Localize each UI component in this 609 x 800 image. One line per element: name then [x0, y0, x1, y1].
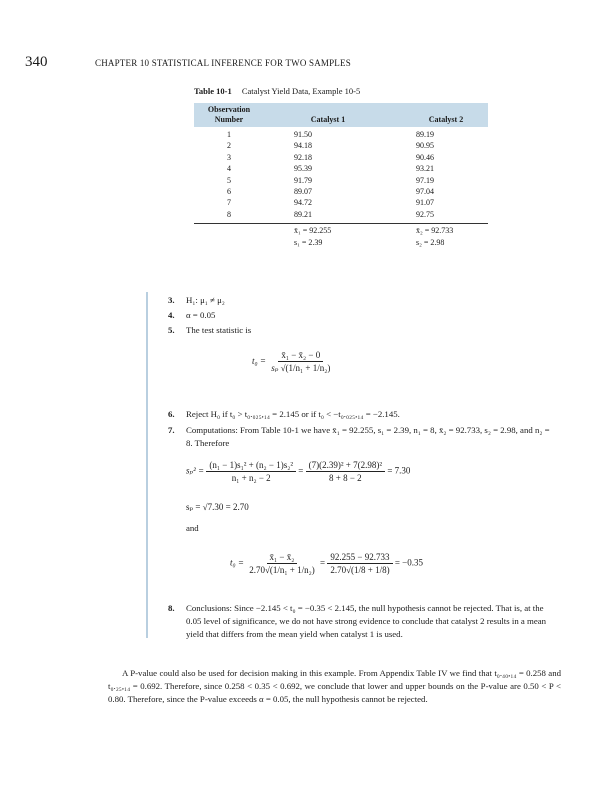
step-4: [168, 309, 556, 322]
eq-denominator: [268, 362, 333, 374]
col-header-number: Number: [214, 115, 244, 124]
eq-fraction-values: [327, 552, 392, 575]
step-number: 8.: [168, 603, 175, 613]
eq-denominator: 8 + 8 − 2: [329, 473, 362, 483]
eq-numerator: x̄₁ − x̄₂: [267, 552, 298, 564]
cell: 91.79: [294, 175, 312, 185]
pvalue-paragraph: A P-value could also be used for decision making in this example. From Appendix Table IV we find that t₀.₄₀,₁₄ = 0.258 and t₀.₂₅,₁₄ = 0.692. Therefore, since 0.258 < 0.35 < 0.692, we conclude that lower and upper bounds on the P-value are 0.50 < P < 0.80. Therefore, since the P-value exceeds α = 0.05, the null hypothesis cannot be rejected.: [108, 668, 561, 705]
catalyst-yield-table: [194, 103, 488, 252]
step-8: [168, 602, 556, 641]
step-7: [168, 424, 556, 450]
running-header: [25, 54, 589, 71]
table-row: [194, 130, 488, 141]
col-header-catalyst-2: Catalyst 2: [428, 115, 464, 124]
step-number: 5.: [168, 325, 175, 335]
eq-denominator: n₁ + n₂ − 2: [231, 473, 271, 483]
eq-numerator: 92.255 − 92.733: [327, 552, 392, 564]
cell: 93.21: [416, 164, 434, 174]
cell: 89.07: [294, 186, 312, 196]
cell: 92.75: [416, 209, 434, 219]
cell: 91.07: [416, 198, 434, 208]
cell: 91.50: [294, 130, 312, 139]
step-number: 6.: [168, 409, 175, 419]
eq-lhs: t₀ =: [252, 356, 266, 367]
table-rule: [194, 223, 488, 224]
step-text: H₁: μ₁ ≠ μ₂: [186, 295, 225, 305]
eq-lhs: t₀ =: [230, 557, 244, 568]
equation-t0-general: [252, 350, 333, 374]
eq-fraction-values: [306, 460, 385, 483]
sd-2: s₂ = 2.98: [416, 238, 445, 248]
eq-denominator: 2.70√(1/8 + 1/8): [330, 565, 390, 575]
cell: 90.46: [416, 152, 434, 162]
connector: and: [186, 523, 199, 533]
cell: 6: [227, 186, 231, 196]
table-body: [194, 130, 488, 221]
eq-fraction: [268, 350, 333, 374]
table-row: [194, 176, 488, 187]
eq-root: √(1/n₁ + 1/n₂): [280, 363, 331, 373]
eq-result: = 7.30: [387, 465, 411, 476]
cell: 2: [227, 141, 231, 151]
step-5: [168, 324, 556, 337]
table-caption: [194, 86, 360, 96]
step-number: 3.: [168, 295, 175, 305]
cell: 97.19: [416, 175, 434, 185]
cell: 95.39: [294, 164, 312, 174]
equation-sp: sₚ = √7.30 = 2.70: [186, 502, 249, 512]
table-row: [194, 141, 488, 152]
cell: 92.18: [294, 152, 312, 162]
sd-1: s₁ = 2.39: [294, 238, 323, 248]
cell: 3: [227, 152, 231, 162]
table-row: [194, 164, 488, 175]
table-row: [194, 153, 488, 164]
and-text: [186, 522, 246, 535]
cell: 90.95: [416, 141, 434, 151]
cell: 4: [227, 164, 231, 174]
margin-bar: [146, 292, 148, 638]
cell: 89.19: [416, 130, 434, 139]
cell: 97.04: [416, 186, 434, 196]
eq-numerator: (n₁ − 1)s₁² + (n₂ − 1)s₂²: [206, 460, 296, 472]
col-header-catalyst-1: Catalyst 1: [310, 115, 346, 124]
cell: 1: [227, 130, 231, 139]
table-summary: [194, 226, 488, 252]
eq-fraction: [246, 552, 318, 575]
table-label: Table 10-1: [194, 86, 232, 96]
mean-1: x̄₁ = 92.255: [294, 226, 332, 236]
col-header-observation: Observation: [207, 105, 251, 114]
cell: 94.18: [294, 141, 312, 151]
cell: 94.72: [294, 198, 312, 208]
cell: 89.21: [294, 209, 312, 219]
equation-t0-computed: t₀ = $\frac{\text{x̄₁ − x̄₂}}{\text{2.70√(1/n₁ + 1/n₂)}}$ = $\frac{92.255 - 92.733}{2.70√(1/8 + 1/8)}$ = −0.35: [230, 552, 423, 575]
table-row: [194, 198, 488, 209]
step-text: The test statistic is: [186, 325, 252, 335]
eq-result: = −0.35: [394, 557, 423, 568]
eq-sp: sₚ: [271, 363, 279, 373]
step-6: [168, 408, 556, 421]
eq-fraction: [206, 460, 296, 483]
step-text: Reject H₀ if t₀ > t₀.₀₂₅,₁₄ = 2.145 or if t₀ < −t₀.₀₂₅,₁₄ = −2.145.: [186, 409, 400, 419]
chapter-title: CHAPTER 10 STATISTICAL INFERENCE FOR TWO SAMPLES: [95, 58, 351, 68]
cell: 5: [227, 175, 231, 185]
step-number: 7.: [168, 425, 175, 435]
equation-sp2: sₚ² = $\frac{\text{(n₁ − 1)s₁² + (n₂ − 1)s₂²}}{\text{n₁ + n₂ − 2}}$ = $\frac{\text{(7)(2.39)² + 7(2.98)²}}{8 + 8 - 2}$ = 7.30: [186, 460, 411, 483]
cell: 7: [227, 198, 231, 208]
cell: 8: [227, 209, 231, 219]
table-header: [194, 103, 488, 127]
step-text: Conclusions: Since −2.145 < t₀ = −0.35 < 2.145, the null hypothesis cannot be rejected. That is, at the 0.05 level of significance, we do not have strong evidence to conclude that catalyst 2 results in a mean yield that differs from the mean yield when catalyst 1 is used.: [186, 603, 547, 639]
eq-numerator: x̄₁ − x̄₂ − 0: [278, 350, 323, 362]
page-number: 340: [25, 54, 48, 70]
eq-lhs: sₚ² =: [186, 465, 205, 476]
step-text: α = 0.05: [186, 310, 216, 320]
table-row: [194, 187, 488, 198]
table-row: [194, 210, 488, 221]
step-3: [168, 294, 556, 307]
eq-numerator: (7)(2.39)² + 7(2.98)²: [306, 460, 385, 472]
table-caption-text: Catalyst Yield Data, Example 10-5: [241, 86, 361, 96]
mean-2: x̄₂ = 92.733: [416, 226, 454, 236]
step-number: 4.: [168, 310, 175, 320]
eq-denominator: 2.70√(1/n₁ + 1/n₂): [249, 565, 315, 575]
step-text: Computations: From Table 10-1 we have x̄₁ = 92.255, s₁ = 2.39, n₁ = 8, x̄₂ = 92.733, s₂ = 2.98, and n₂ = 8. Therefore: [186, 425, 550, 448]
